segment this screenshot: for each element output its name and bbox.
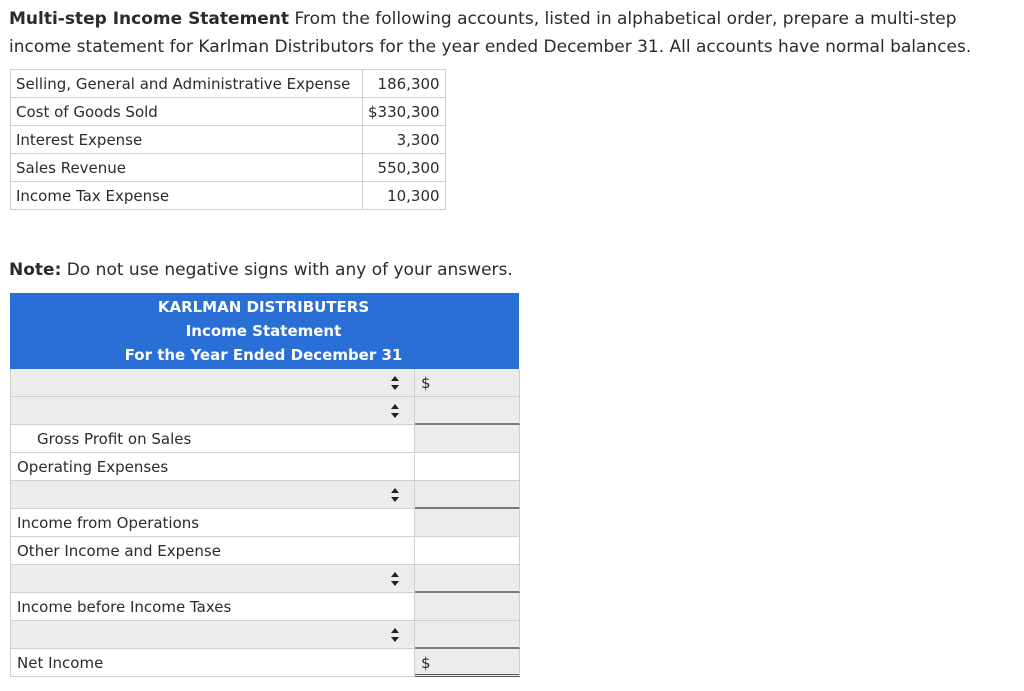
account-amount: 3,300 <box>363 126 446 154</box>
table-row <box>11 70 446 98</box>
account-name: Interest Expense <box>11 126 363 154</box>
select-arrows-icon <box>391 628 400 642</box>
account-select[interactable] <box>11 397 415 425</box>
gross-profit-label: Gross Profit on Sales <box>11 425 415 453</box>
statement-header <box>10 293 519 369</box>
account-select[interactable] <box>11 369 415 397</box>
account-amount: 10,300 <box>363 182 446 210</box>
account-name: Selling, General and Administrative Expense <box>11 70 363 98</box>
statement-row <box>10 593 519 621</box>
dollar-sign: $ <box>421 374 431 392</box>
income-before-taxes-label: Income before Income Taxes <box>11 593 415 621</box>
statement-row <box>10 453 519 481</box>
amount-input[interactable] <box>415 369 520 397</box>
select-arrows-icon <box>391 572 400 586</box>
statement-row <box>10 397 519 425</box>
statement-row <box>10 509 519 537</box>
amount-input[interactable] <box>415 425 520 453</box>
table-row <box>11 182 446 210</box>
income-from-operations-label: Income from Operations <box>11 509 415 537</box>
account-select[interactable] <box>11 481 415 509</box>
company-name: KARLMAN DISTRIBUTERS <box>157 298 370 316</box>
table-row <box>11 126 446 154</box>
statement-row <box>10 565 519 593</box>
amount-cell <box>415 537 520 565</box>
problem-intro <box>9 5 1021 61</box>
amount-input[interactable] <box>415 509 520 537</box>
dollar-sign: $ <box>421 654 431 672</box>
problem-title: Multi-step Income Statement <box>9 9 290 29</box>
problem-text: From the following accounts, listed in alphabetical order, prepare a multi-step income statement for Karlman Distributors for the year ended December 31. All accounts have normal balances. <box>9 9 972 57</box>
account-name: Sales Revenue <box>11 154 363 182</box>
note <box>9 256 513 284</box>
account-name: Cost of Goods Sold <box>11 98 363 126</box>
note-text: Do not use negative signs with any of your answers. <box>61 260 513 280</box>
table-row <box>11 154 446 182</box>
statement-row <box>10 481 519 509</box>
note-label: Note: <box>9 260 62 280</box>
account-select[interactable] <box>11 565 415 593</box>
select-arrows-icon <box>391 376 400 390</box>
statement-row <box>10 369 519 397</box>
account-name: Income Tax Expense <box>11 182 363 210</box>
statement-period: For the Year Ended December 31 <box>124 346 403 364</box>
amount-input[interactable] <box>415 397 520 425</box>
amount-input[interactable] <box>415 621 520 649</box>
other-income-expense-label: Other Income and Expense <box>11 537 415 565</box>
amount-input[interactable] <box>415 649 520 677</box>
account-amount: 186,300 <box>363 70 446 98</box>
amount-input[interactable] <box>415 481 520 509</box>
account-select[interactable] <box>11 621 415 649</box>
statement-row <box>10 621 519 649</box>
amount-input[interactable] <box>415 565 520 593</box>
statement-row <box>10 537 519 565</box>
statement-title: Income Statement <box>185 322 342 340</box>
income-statement-form <box>10 293 519 677</box>
amount-cell <box>415 453 520 481</box>
account-amount: 550,300 <box>363 154 446 182</box>
net-income-label: Net Income <box>11 649 415 677</box>
select-arrows-icon <box>391 404 400 418</box>
table-row <box>11 98 446 126</box>
account-amount: $330,300 <box>363 98 446 126</box>
statement-row <box>10 425 519 453</box>
operating-expenses-label: Operating Expenses <box>11 453 415 481</box>
statement-row <box>10 649 519 677</box>
accounts-table <box>10 69 446 210</box>
select-arrows-icon <box>391 488 400 502</box>
amount-input[interactable] <box>415 593 520 621</box>
